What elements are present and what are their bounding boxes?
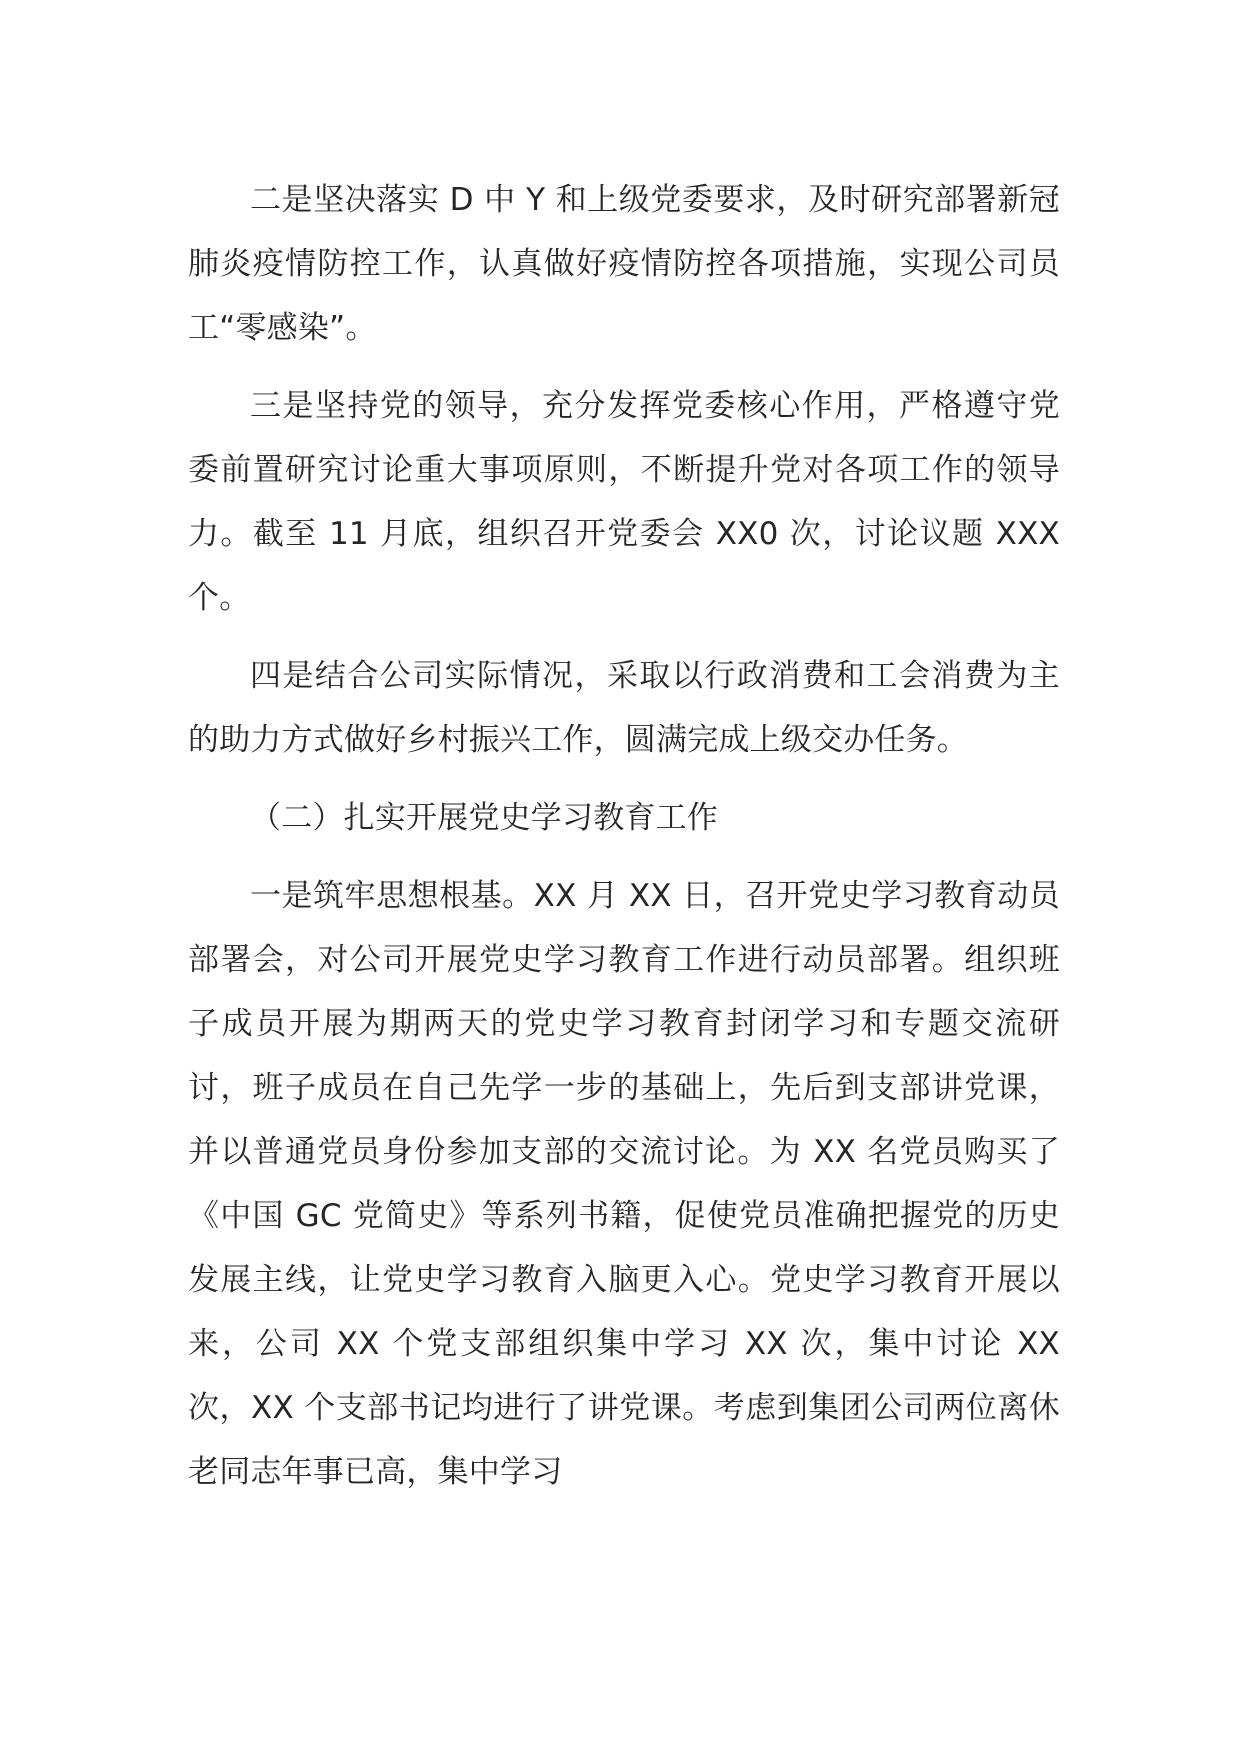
paragraph-measure-4: 四是结合公司实际情况，采取以行政消费和工会消费为主的助力方式做好乡村振兴工作，圆满完成上级交办任务。 [188,658,1060,758]
section-heading-party-history: （二）扎实开展党史学习教育工作 [250,800,718,836]
paragraph-measure-3: 三是坚持党的领导，充分发挥党委核心作用，严格遵守党委前置研究讨论重大事项原则，不断提升党对各项工作的领导力。截至 11 月底，组织召开党委会 XX0 次，讨论议题 XXX 个。 [188,388,1060,616]
paragraph-measure-2: 二是坚决落实 D 中 Y 和上级党委要求，及时研究部署新冠肺炎疫情防控工作，认真做好疫情防控各项措施，实现公司员工“零感染”。 [188,182,1060,346]
document-body [188,168,1060,1518]
paragraph-ideological-foundation: 一是筑牢思想根基。XX 月 XX 日，召开党史学习教育动员部署会，对公司开展党史学习教育工作进行动员部署。组织班子成员开展为期两天的党史学习教育封闭学习和专题交流研讨，班子成员在自己先学一步的基础上，先后到支部讲党课，并以普通党员身份参加支部的交流讨论。为 XX 名党员购买了《中国 GC 党简史》等系列书籍，促使党员准确把握党的历史发展主线，让党史学习教育入脑更入心。党史学习教育开展以来，公司 XX 个党支部组织集中学习 XX 次，集中讨论 XX 次，XX 个支部书记均进行了讲党课。考虑到集团公司两位离休老同志年事已高，集中学习 [188,878,1060,1490]
